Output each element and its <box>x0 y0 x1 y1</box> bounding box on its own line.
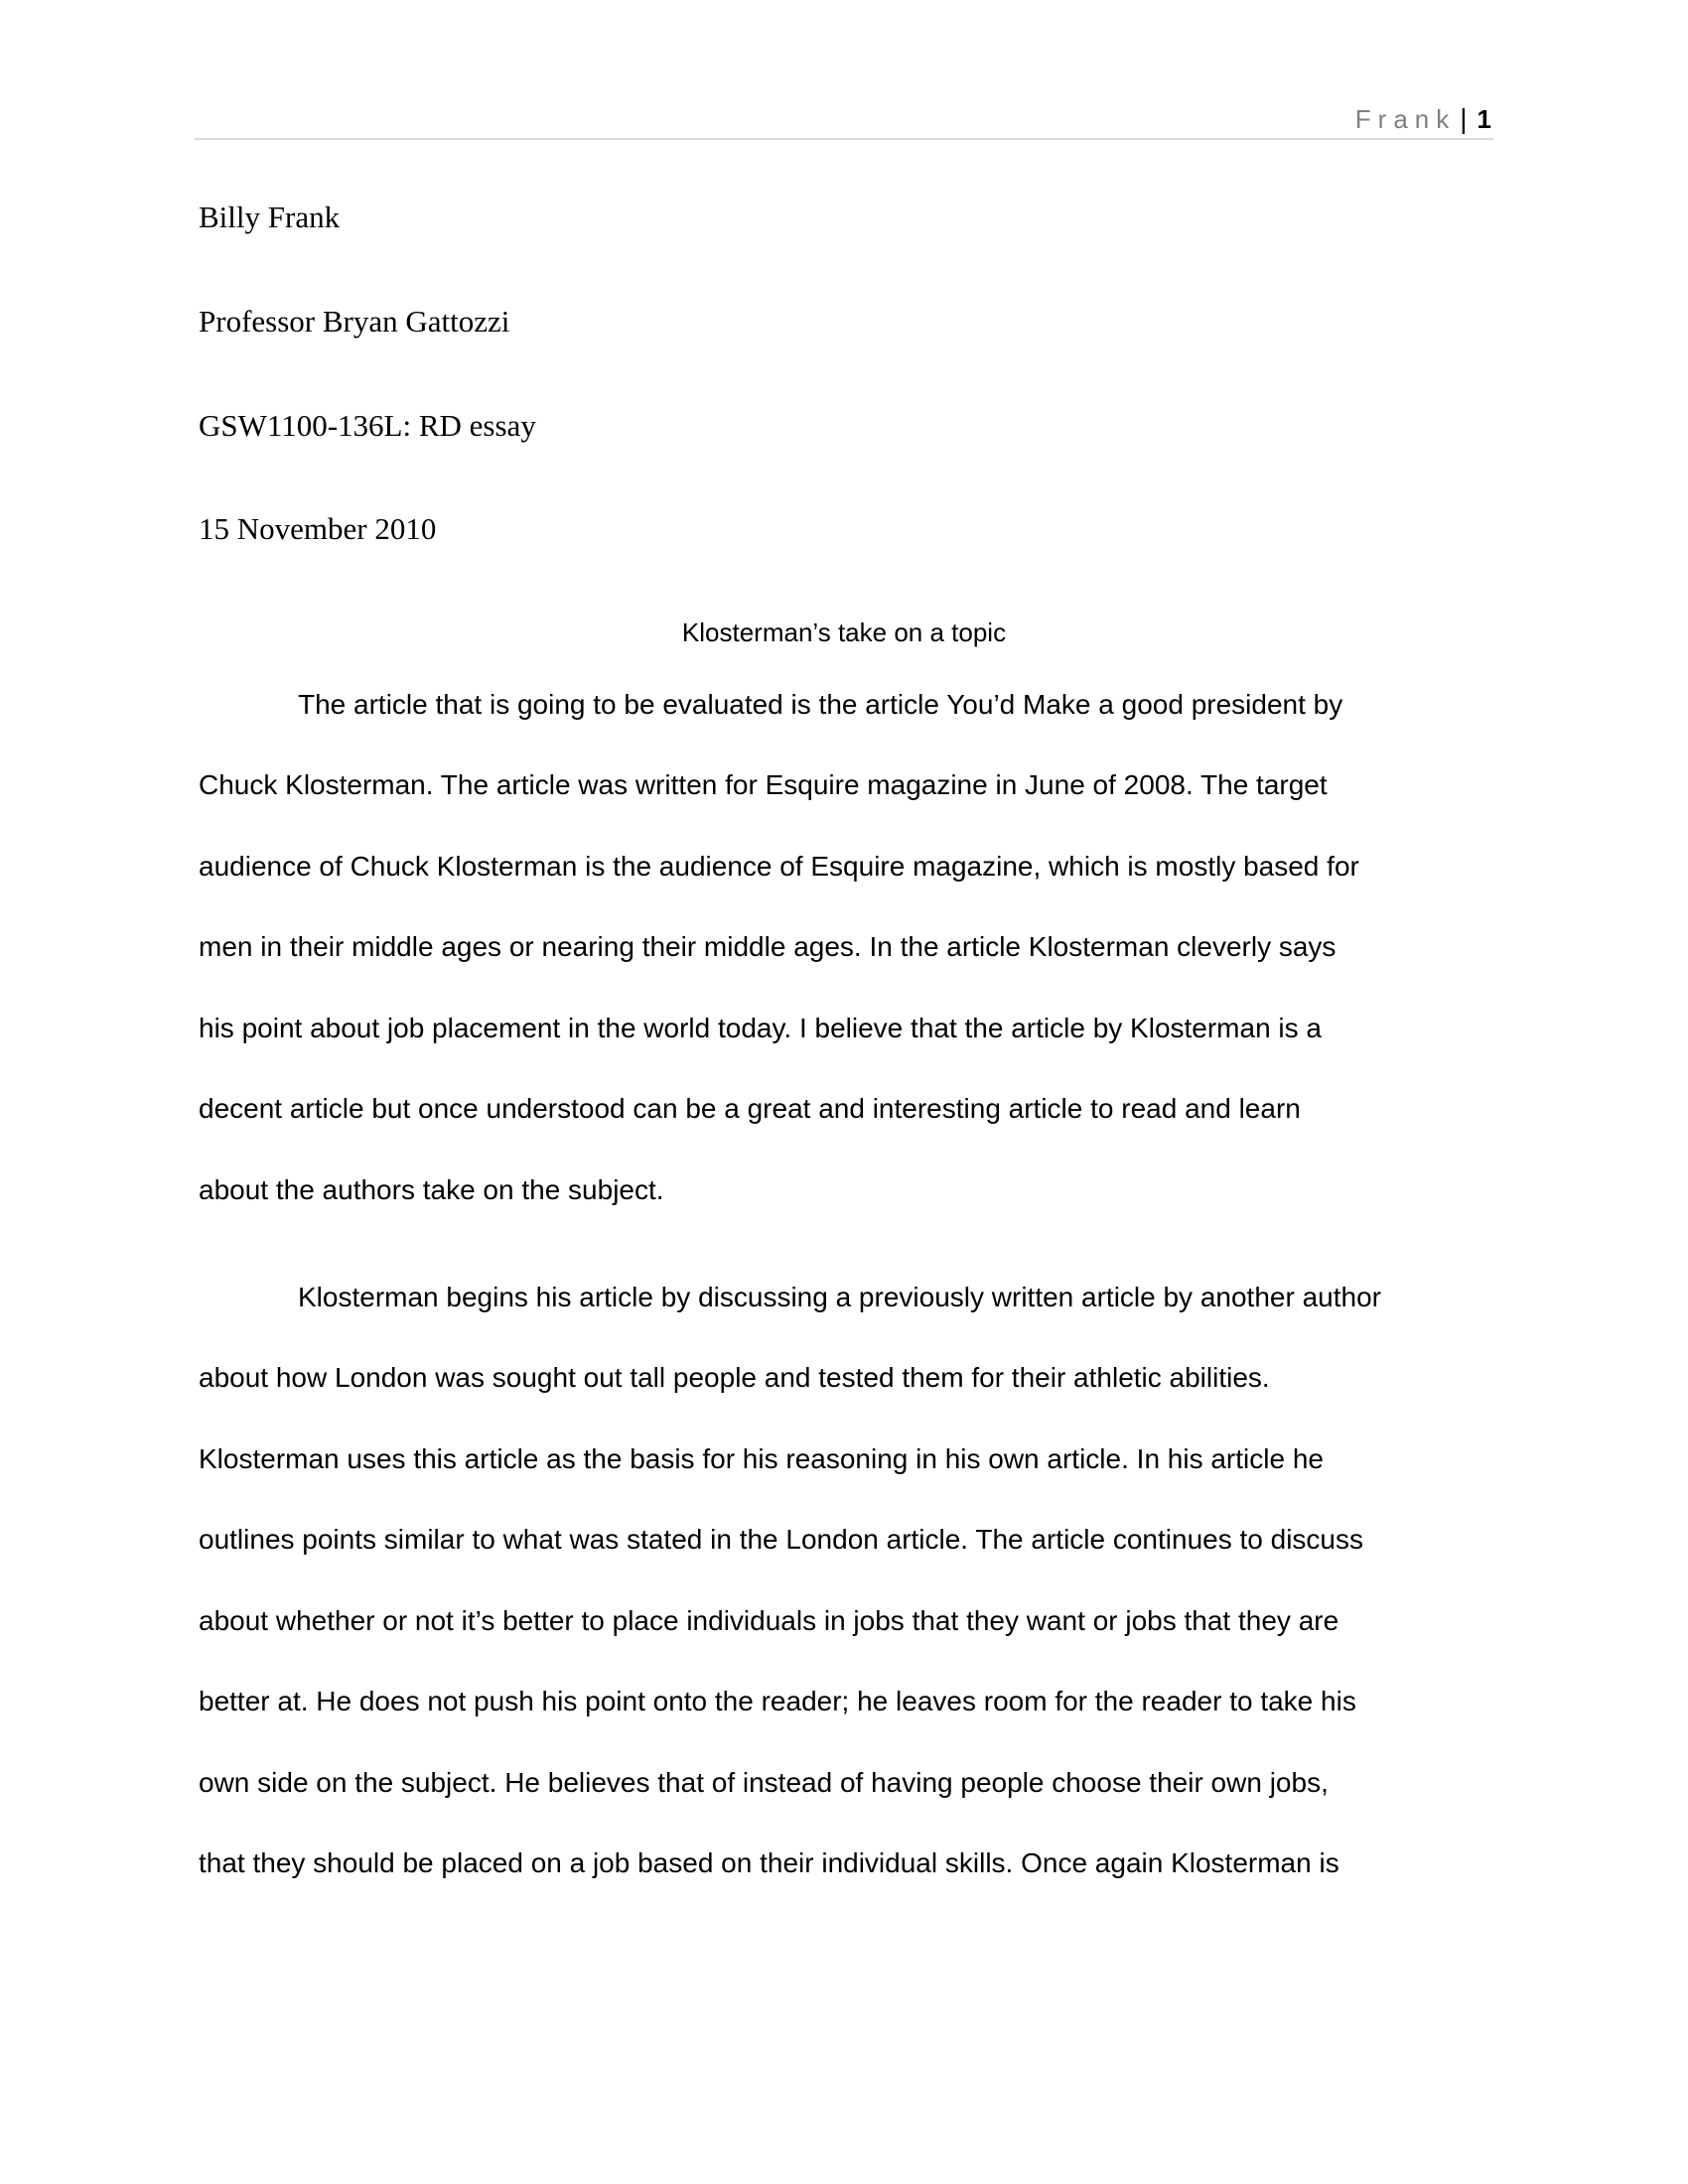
heading-instructor: Professor Bryan Gattozzi <box>199 304 510 339</box>
paragraph-1-line: audience of Chuck Klosterman is the audience of Esquire magazine, which is mostly based for <box>199 851 1359 882</box>
page-number: 1 <box>1477 103 1491 134</box>
paragraph-1-line: his point about job placement in the world today. I believe that the article by Klosterman is a <box>199 1013 1323 1043</box>
essay-title: Klosterman’s take on a topic <box>681 617 1007 647</box>
header-running-name: Frank <box>1354 103 1457 134</box>
paragraph-1-line: men in their middle ages or nearing their middle ages. In the article Klosterman cleverly says <box>199 931 1336 962</box>
paragraph-1-line: about the authors take on the subject. <box>199 1174 664 1205</box>
heading-author: Billy Frank <box>199 200 341 234</box>
paragraph-2-line: about how London was sought out tall people and tested them for their athletic abilities. <box>199 1362 1270 1393</box>
heading-course: GSW1100-136L: RD essay <box>199 408 536 443</box>
paragraph-2-line: outlines points similar to what was stated in the London article. The article continues to discuss <box>199 1524 1363 1555</box>
header-rule <box>195 138 1493 140</box>
paragraph-2-line: that they should be placed on a job based on their individual skills. Once again Klosterman is <box>199 1847 1339 1878</box>
paragraph-1-line: Chuck Klosterman. The article was written for Esquire magazine in June of 2008. The target <box>199 769 1328 800</box>
paragraph-2-line: Klosterman uses this article as the basis for his reasoning in his own article. In his article he <box>199 1443 1324 1474</box>
page-header <box>1355 99 1491 139</box>
header-separator: | <box>1460 103 1468 134</box>
heading-date: 15 November 2010 <box>199 511 437 546</box>
paragraph-2-line: better at. He does not push his point onto the reader; he leaves room for the reader to take his <box>199 1686 1356 1716</box>
paragraph-2-line: Klosterman begins his article by discussing a previously written article by another author <box>298 1282 1381 1312</box>
paragraph-1-line: The article that is going to be evaluated is the article You’d Make a good president by <box>298 689 1343 720</box>
paragraph-1-line: decent article but once understood can be a great and interesting article to read and learn <box>199 1093 1301 1124</box>
paragraph-2-line: own side on the subject. He believes that of instead of having people choose their own jobs, <box>199 1767 1329 1798</box>
paragraph-2-line: about whether or not it’s better to place individuals in jobs that they want or jobs that they are <box>199 1605 1339 1636</box>
